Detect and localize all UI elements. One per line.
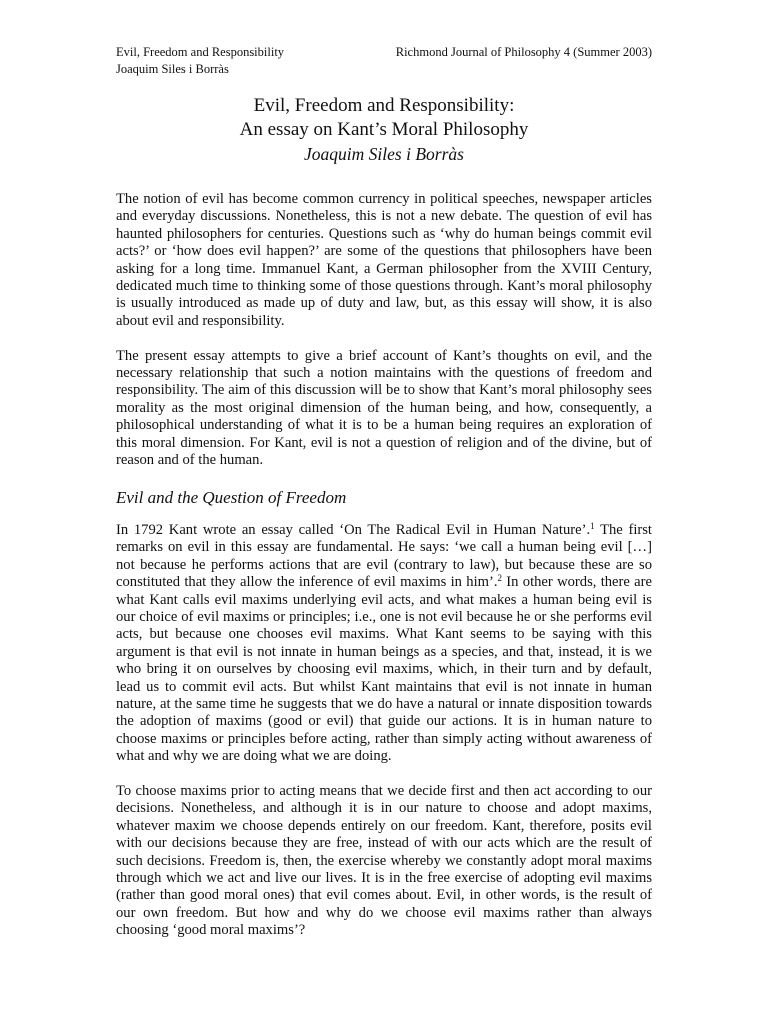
section-heading: Evil and the Question of Freedom [116,487,347,507]
title-block [116,94,652,166]
paragraph-3 [116,522,652,766]
essay-body [116,191,652,957]
footnote-ref-2[interactable]: 2 [497,573,502,584]
paragraph-4: To choose maxims prior to acting means that we decide first and then act according to our decisions. Nonetheless, and although it is in our nature to choose and adopt maxims, whatever maxim we choose depends entirely on our freedom. Kant, therefore, posits evil with our decisions because they are free, instead of with our acts which are the result of such decisions. Freedom is, then, the exercise whereby we constantly adopt moral maxims through which we act and live our lives. It is in the free exercise of adopting evil maxims (rather than good moral ones) that evil comes about. Evil, in other words, is the result of our own freedom. But how and why do we choose evil maxims rather than always choosing ‘good moral maxims’? [116,782,652,939]
paragraph-3-part-b: The first remarks on evil in this essay are fundamental. He says: ‘we call a human being evil […] not because he performs actions that are evil (contrary to law), but because these are so constituted that they allow the inference of evil maxims in him’. [116,521,652,591]
header-journal: Richmond Journal of Philosophy 4 (Summer 2003) [395,45,652,59]
paragraph-3-part-c: In other words, there are what Kant calls evil maxims underlying evil acts, and what makes a human being evil is our choice of evil maxims or principles; i.e., one is not evil because he or she performs evil acts, but because one chooses evil maxims. What Kant seems to be saying with this argument is that evil is not innate in human beings as a species, and that, instead, it is we who bring it on ourselves by choosing evil maxims, which, in their turn and by default, lead us to commit evil acts. But whilst Kant maintains that evil is not innate in human nature, at the same time he suggests that we do have a natural or innate disposition towards the adoption of maxims (good or evil) that guide our actions. It is in human nature to choose maxims or principles before acting, rather than simply acting without awareness of what and why we are doing what we are doing. [116,574,652,765]
paragraph-2: The present essay attempts to give a brief account of Kant’s thoughts on evil, and the necessary relationship that such a notion maintains with the questions of freedom and responsibility. The aim of this discussion will be to show that Kant’s moral philosophy sees morality as the most original dimension of the human being, and how, consequently, a philosophical understanding of what it is to be a human being requires an exploration of this moral dimension. For Kant, evil is not a question of religion and of the divine, but of reason and of the human. [116,347,652,469]
footnote-ref-1[interactable]: 1 [590,520,595,531]
paragraph-3-part-a: In 1792 Kant wrote an essay called ‘On The Radical Evil in Human Nature’. [116,521,591,538]
header-title: Evil, Freedom and Responsibility [116,45,285,59]
essay-title-line2: An essay on Kant’s Moral Philosophy [239,119,529,140]
paragraph-1: The notion of evil has become common currency in political speeches, newspaper articles and everyday discussions. Nonetheless, this is not a new debate. The question of evil has haunted philosophers for centuries. Questions such as ‘why do human beings commit evil acts?’ or ‘how does evil happen?’ are some of the questions that philosophers have been asking for a long time. Immanuel Kant, a German philosopher from the XVIII Century, dedicated much time to thinking some of those questions through. Kant’s moral philosophy is usually introduced as made up of duty and law, but, as this essay will show, it is also about evil and responsibility. [116,191,652,329]
essay-author: Joaquim Siles i Borràs [304,144,464,164]
header-author: Joaquim Siles i Borràs [116,62,229,76]
essay-title-line1: Evil, Freedom and Responsibility: [253,95,515,116]
